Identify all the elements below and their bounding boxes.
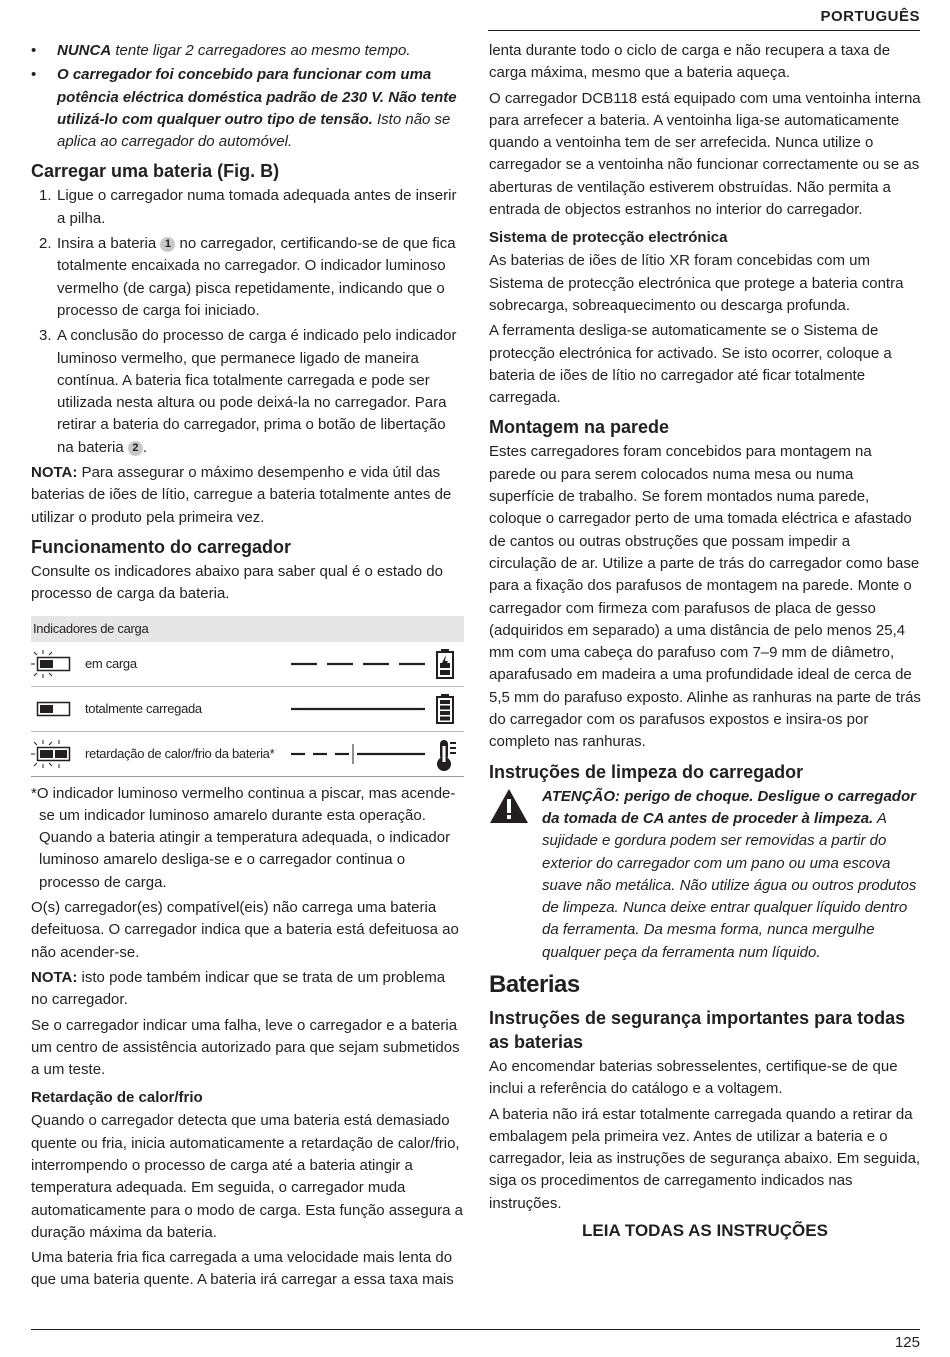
table-row (31, 687, 464, 732)
warning-triangle-icon (489, 788, 529, 829)
full-battery-icon (435, 693, 455, 730)
section-heading-cleaning: Instruções de limpeza do carregador (489, 761, 804, 782)
body-paragraph: A ferramenta desliga-se automaticamente se o Sistema de protecção electrónica for activado. Se isto ocorrer, coloque a bateria de iões de lítio no carregador até ficar totalmente carregada. (489, 322, 892, 407)
charge-steps (31, 185, 463, 459)
warning-text: ATENÇÃO: perigo de choque. Desligue o carregador da tomada de CA antes de proceder à limpeza. A sujidade e gordura podem ser removidas a partir do exterior do carregador com um pano ou uma escova suave não metálica. Não utilize água ou outros produtos de limpeza. Nunca deixe entrar qualquer líquido dentro da ferramenta. Da mesma forma, nunca mergulhe qualquer peça da ferramenta num líquido. (542, 787, 917, 961)
warning-block (489, 786, 921, 964)
body-paragraph: lenta durante todo o ciclo de carga e não recupera a taxa de carga máxima, mesmo que a bateria aqueça. (489, 42, 891, 82)
asterisk-note: *O indicador luminoso vermelho continua a piscar, mas acende-se um indicador luminoso amarelo durante esta operação. Quando a bateria atingir a temperatura adequada, o indicador luminoso amarelo desliga-se e o carregador continua o processo de carga. (31, 784, 456, 891)
body-paragraph: Consulte os indicadores abaixo para saber qual é o estado do processo de carga da bateria. (31, 562, 443, 603)
callout-badge: 2 (128, 441, 143, 456)
subsection-heading-protection: Sistema de protecção electrónica (489, 229, 728, 247)
header-rule (488, 30, 920, 31)
body-paragraph: Uma bateria fria fica carregada a uma velocidade mais lenta do que uma bateria quente. A bateria irá carregar a essa taxa mais (31, 1249, 454, 1289)
right-column (489, 40, 921, 1241)
page-number: 125 (894, 1334, 920, 1351)
section-heading-wall-mount: Montagem na parede (489, 417, 670, 438)
body-paragraph: As baterias de iões de lítio XR foram concebidas com um Sistema de protecção electrónica que protege a bateria contra sobrecarga, sobreaquecimento ou descarga profunda. (489, 252, 904, 314)
bullet-item: • O carregador foi concebido para funcionar com uma potência eléctrica doméstica padrão de 230 V. Não tente utilizá-lo com qualquer outro tipo de tensão. Isto não se aplica ao carregador do automóvel. (31, 66, 457, 151)
note-paragraph: NOTA: Para assegurar o máximo desempenho e vida útil das baterias de iões de lítio, carregue a bateria totalmente antes de utilizar o produto pela primeira vez. (31, 464, 452, 526)
bullet-item: • NUNCA tente ligar 2 carregadores ao mesmo tempo. (31, 42, 411, 59)
charge-indicator-table (31, 616, 464, 777)
table-header: Indicadores de carga (31, 616, 464, 642)
body-paragraph: Estes carregadores foram concebidos para montagem na parede ou para serem colocados numa mesa ou numa superfície de trabalho. Se forem montados numa parede, coloque o carregador perto de uma tomada eléctrica e afastado de cantos ou outras obstruções que possam impedir a circulação de ar. Utilize a parte de trás do carregador como base para a fixação dos parafusos de montagem na parede. Monte o carregador com firmeza com parafusos de placa de gesso (adquiridos em separado) a uma distância de pelo menos 25,4 mm com uma cabeça do parafuso com 7–9 mm de diâmetro, aparafusado em madeira a uma profundidade ideal de cerca de 5,5 mm do parafuso exposto. Alinhe as ranhuras na parte de trás do carregador com os parafusos expostos e insira-os por completo nas ranhuras. (489, 443, 921, 751)
thermometer-icon (435, 738, 459, 777)
section-heading-safety: Instruções de segurança importantes para todas as baterias (489, 1007, 906, 1052)
step-item: 2. Insira a bateria 1 no carregador, certificando-se de que fica totalmente encaixada no carregador. O indicador luminoso vermelho (de carga) pisca repetidamente, indicando que o processo de carga foi iniciado. (39, 235, 456, 319)
step-item: 1. Ligue o carregador numa tomada adequada antes de inserir a pilha. (39, 187, 457, 227)
table-row (31, 642, 464, 687)
read-all-instructions: LEIA TODAS AS INSTRUÇÕES (582, 1221, 828, 1241)
indicator-label: em carga (85, 655, 137, 671)
subsection-heading-delay: Retardação de calor/frio (31, 1089, 203, 1107)
body-paragraph: Se o carregador indicar uma falha, leve o carregador e a bateria um centro de assistência autorizado para que sejam submetidos a um teste. (31, 1016, 460, 1079)
chapter-heading-batteries: Baterias (489, 970, 580, 998)
safety-bullets (31, 40, 463, 153)
callout-badge: 1 (160, 237, 175, 252)
footer-rule (31, 1329, 920, 1330)
solid-led-icon (31, 695, 75, 728)
blink-pattern-dashed (287, 652, 427, 681)
section-heading-charge: Carregar uma bateria (Fig. B) (31, 161, 280, 182)
section-heading-function: Funcionamento do carregador (31, 536, 292, 557)
table-row (31, 732, 464, 777)
blinking-dual-led-icon (31, 740, 75, 773)
body-paragraph: Ao encomendar baterias sobresselentes, certifique-se de que inclui a referência do catálogo e a voltagem. (489, 1057, 898, 1098)
left-column (31, 40, 463, 1295)
language-header: PORTUGUÊS (820, 8, 920, 25)
indicator-label: retardação de calor/frio da bateria* (85, 745, 275, 761)
blinking-led-icon (31, 650, 75, 683)
step-item: 3. A conclusão do processo de carga é indicado pelo indicador luminoso vermelho, que permanece ligado de maneira contínua. A bateria fica totalmente carregada e pode ser utilizada nesta altura ou pode deixá-la no carregador. Para retirar a bateria do carregador, prima o botão de libertação na bateria 2 . (39, 327, 457, 456)
delay-pattern (287, 742, 427, 771)
body-paragraph: O carregador DCB118 está equipado com uma ventoinha interna para arrefecer a bateria. A ventoinha liga-se automaticamente quando a ventoinha tem de ser arrefecida. Nunca utilize o carregador se a ventoinha não funcionar correctamente ou se as aberturas de ventilação estiverem obstruídas. Não permita a entrada de objectos estranhos no interior do carregador. (489, 89, 921, 219)
solid-pattern-line (287, 697, 427, 726)
body-paragraph: O(s) carregador(es) compatível(eis) não carrega uma bateria defeituosa. O carregador indica que a bateria está defeituosa ao não acender-se. (31, 899, 459, 961)
body-paragraph: A bateria não irá estar totalmente carregada quando a retirar da embalagem pela primeira vez. Antes de utilizar a bateria e o carregador, leia as instruções de segurança abaixo. Em seguida, siga os procedimentos de carregamento indicados nas instruções. (489, 1105, 921, 1212)
body-paragraph: Quando o carregador detecta que uma bateria está demasiado quente ou fria, inicia automaticamente a retardação de calor/frio, interrompendo o processo de carga até a bateria atingir a temperatura adequada. Em seguida, o carregador muda automaticamente para o modo de carga. Esta função assegura a duração máxima da bateria. (31, 1112, 463, 1241)
note-paragraph: NOTA: isto pode também indicar que se trata de um problema no carregador. (31, 968, 446, 1009)
indicator-label: totalmente carregada (85, 700, 202, 716)
charging-battery-icon (435, 648, 455, 685)
